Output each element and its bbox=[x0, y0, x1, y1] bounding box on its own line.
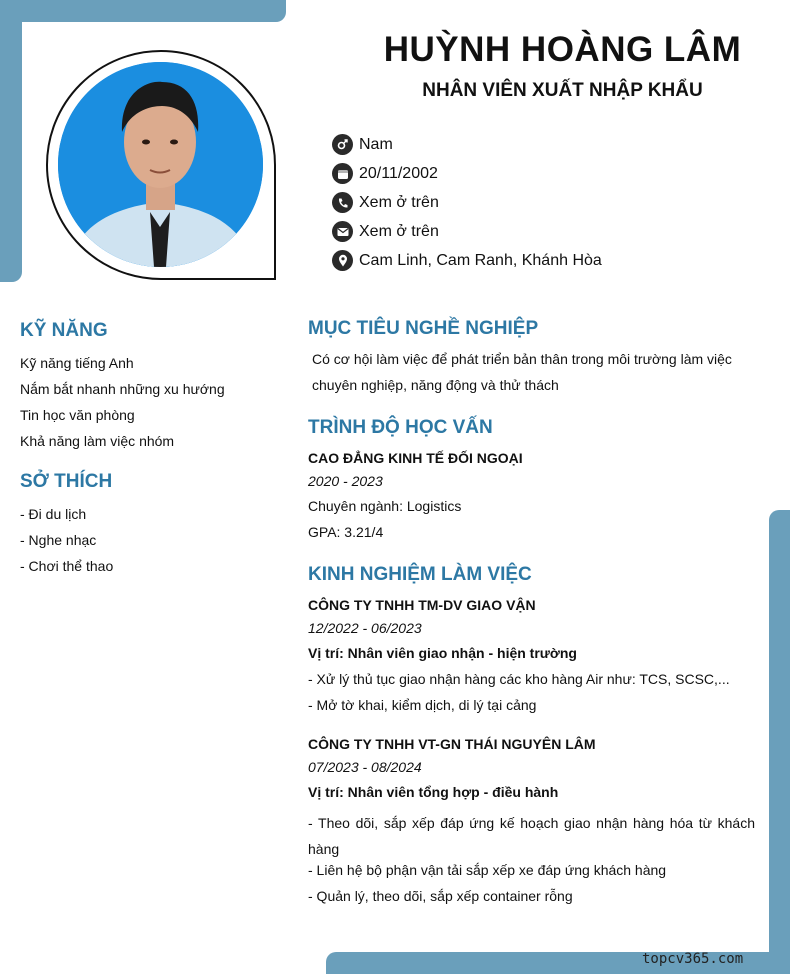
personal-info bbox=[332, 130, 602, 275]
profile-photo bbox=[58, 62, 263, 267]
job-task: - Mở tờ khai, kiểm dịch, di lý tại cảng bbox=[308, 697, 537, 713]
info-gender-text: Nam bbox=[359, 135, 393, 153]
experience-title: KINH NGHIỆM LÀM VIỆC bbox=[308, 564, 532, 585]
objective-line: chuyên nghiệp, năng động và thử thách bbox=[312, 377, 559, 393]
education-period: 2020 - 2023 bbox=[308, 473, 383, 489]
phone-icon bbox=[332, 192, 353, 213]
school-name: CAO ĐẲNG KINH TẾ ĐỐI NGOẠI bbox=[308, 450, 523, 466]
location-icon bbox=[332, 250, 353, 271]
job-company: CÔNG TY TNHH TM-DV GIAO VẬN bbox=[308, 597, 536, 613]
job-company: CÔNG TY TNHH VT-GN THÁI NGUYÊN LÂM bbox=[308, 736, 596, 752]
education-title: TRÌNH ĐỘ HỌC VẤN bbox=[308, 417, 493, 438]
education-major: Chuyên ngành: Logistics bbox=[308, 498, 462, 514]
job-task: - Quản lý, theo dõi, sắp xếp container rỗng bbox=[308, 888, 573, 904]
job-title: NHÂN VIÊN XUẤT NHẬP KHẨU bbox=[422, 80, 703, 101]
info-phone-text: Xem ở trên bbox=[359, 193, 439, 211]
info-address-text: Cam Linh, Cam Ranh, Khánh Hòa bbox=[359, 251, 602, 269]
job-task: - Xử lý thủ tục giao nhận hàng các kho hàng Air như: TCS, SCSC,... bbox=[308, 671, 730, 687]
info-address bbox=[332, 246, 602, 275]
skill-item: Khả năng làm việc nhóm bbox=[20, 433, 175, 449]
objective-line: Có cơ hội làm việc để phát triển bản thân trong môi trường làm việc bbox=[312, 351, 732, 367]
decor-bar-right bbox=[769, 510, 790, 974]
gender-icon bbox=[332, 134, 353, 155]
objective-title: MỤC TIÊU NGHỀ NGHIỆP bbox=[308, 318, 539, 339]
education-gpa: GPA: 3.21/4 bbox=[308, 524, 384, 540]
hobbies-title: SỞ THÍCH bbox=[20, 471, 113, 492]
skill-item: Kỹ năng tiếng Anh bbox=[20, 355, 134, 371]
calendar-icon bbox=[332, 163, 353, 184]
skill-item: Tin học văn phòng bbox=[20, 407, 135, 423]
info-email-text: Xem ở trên bbox=[359, 222, 439, 240]
skill-item: Nắm bắt nhanh những xu hướng bbox=[20, 381, 225, 397]
hobby-item: - Đi du lịch bbox=[20, 506, 87, 522]
watermark: topcv365.com bbox=[642, 951, 744, 967]
job-task: - Liên hệ bộ phận vận tải sắp xếp xe đáp ứng khách hàng bbox=[308, 862, 667, 878]
email-icon bbox=[332, 221, 353, 242]
job-position: Vị trí: Nhân viên giao nhận - hiện trường bbox=[308, 645, 577, 661]
job-period: 07/2023 - 08/2024 bbox=[308, 759, 422, 775]
info-gender bbox=[332, 130, 602, 159]
hobby-item: - Nghe nhạc bbox=[20, 532, 97, 548]
info-birthday-text: 20/11/2002 bbox=[359, 164, 438, 182]
info-birthday bbox=[332, 159, 602, 188]
decor-bar-top bbox=[0, 0, 286, 22]
info-phone bbox=[332, 188, 602, 217]
job-period: 12/2022 - 06/2023 bbox=[308, 620, 422, 636]
info-email bbox=[332, 217, 602, 246]
hobby-item: - Chơi thể thao bbox=[20, 558, 114, 574]
job-task: - Theo dõi, sắp xếp đáp ứng kế hoạch giao nhận hàng hóa từ khách hàng bbox=[308, 815, 755, 857]
job-position: Vị trí: Nhân viên tổng hợp - điều hành bbox=[308, 784, 559, 800]
skills-title: KỸ NĂNG bbox=[20, 320, 108, 341]
candidate-name: HUỲNH HOÀNG LÂM bbox=[383, 30, 742, 69]
decor-bar-left bbox=[0, 0, 22, 282]
